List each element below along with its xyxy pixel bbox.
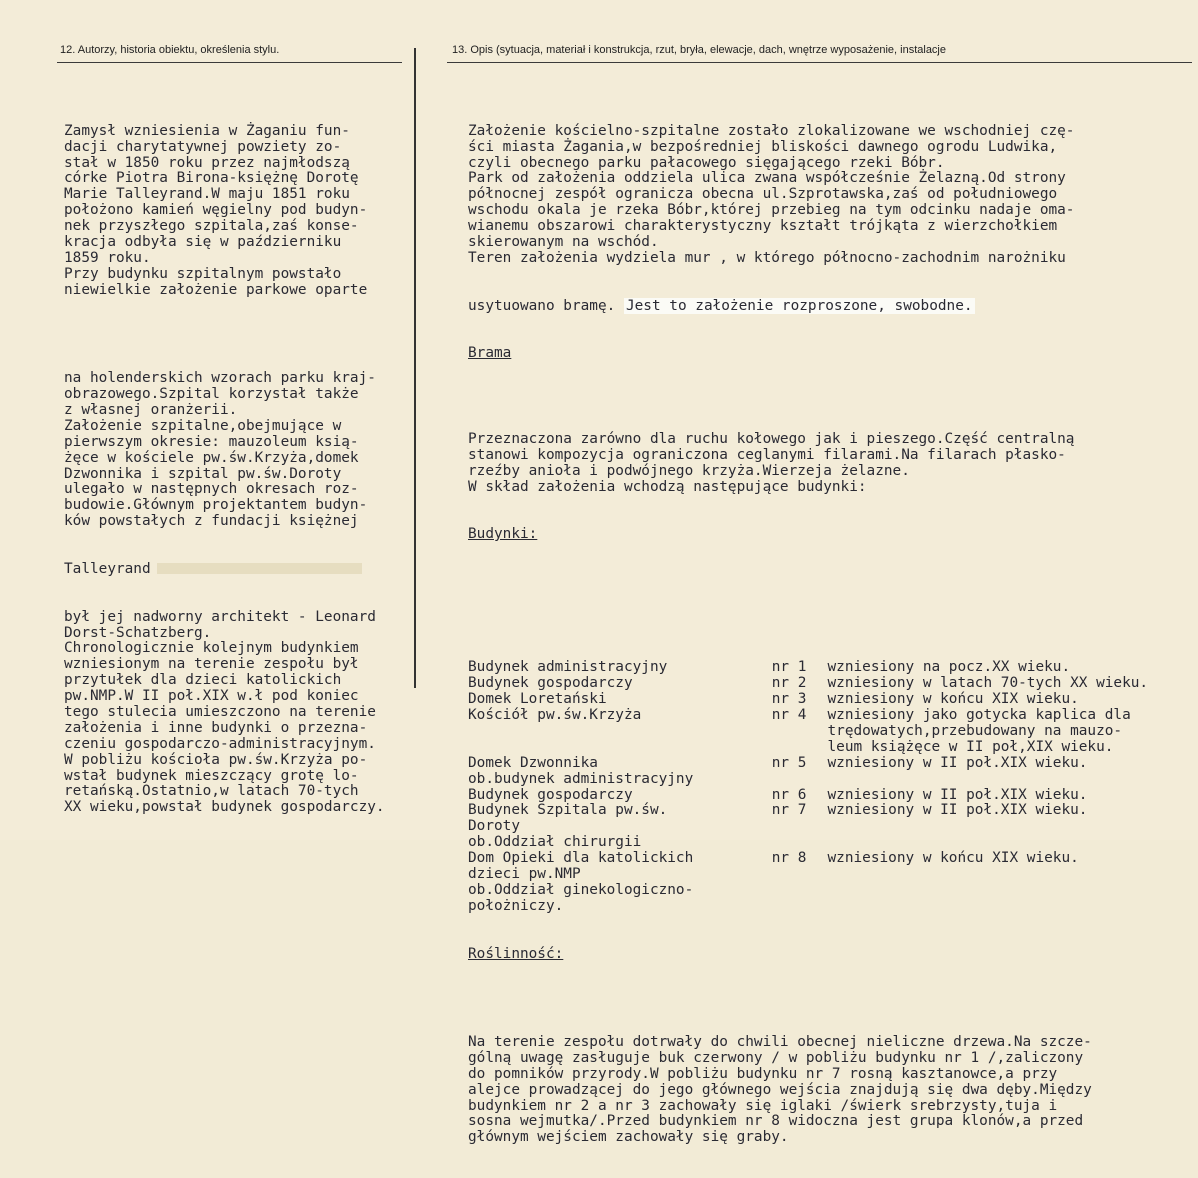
building-name [468, 740, 772, 756]
text-line: wzniesionym na terenie zespołu był [64, 656, 359, 673]
text-line: Chronologicznie kolejnym budynkiem [64, 640, 359, 657]
building-name: Kościół pw.św.Krzyża [468, 707, 642, 724]
history-text-part-1 [64, 124, 424, 299]
text-line: do pomników przyrody.W pobliżu budynku nr 7 rosną kasztanowce,a przy [468, 1065, 1058, 1082]
building-number: nr 3 [771, 691, 807, 708]
building-number [772, 772, 828, 788]
buildings-list [468, 660, 1196, 914]
text-line: Marie Talleyrand.W maju 1851 roku [64, 186, 350, 203]
building-description [828, 899, 1196, 915]
history-text-part-3 [64, 610, 424, 817]
text-line: nek przyszłego szpitala,zaś konse- [64, 218, 359, 235]
text-line: obrazowego.Szpital korzystał także [64, 386, 359, 403]
building-number: nr 2 [771, 675, 807, 692]
building-description [828, 819, 1196, 835]
text-line: wstał budynek mieszczący grotę lo- [64, 767, 359, 784]
text-line: retańską.Ostatnio,w latach 70-tych [64, 783, 359, 800]
gate-location-line: usytuowano bramę. Jest to założenie rozproszone, swobodne. [468, 297, 973, 314]
building-name: ob.Oddział chirurgii [468, 834, 642, 851]
text-line: ści miasta Żagania,w bezpośredniej bliskości dawnego ogrodu Ludwika, [468, 138, 1058, 155]
text-line: głównym wejściem zachowały się graby. [468, 1129, 789, 1146]
building-number [772, 724, 828, 740]
building-row [468, 660, 1196, 676]
building-number: nr 8 [771, 850, 807, 867]
building-description: wzniesiony jako gotycka kaplica dla [827, 707, 1131, 724]
building-row [468, 708, 1196, 724]
building-description: trędowatych,przebudowany na mauzo- [827, 723, 1123, 740]
text-line: kracja odbyła się w październiku [64, 234, 342, 251]
text-line: stał w 1850 roku przez najmłodszą [64, 154, 350, 171]
building-description [828, 883, 1196, 899]
text-line: Dzwonnika i szpital pw.św.Doroty [64, 465, 342, 482]
text-line: Założenie szpitalne,obejmujące w [64, 417, 342, 434]
building-number: nr 6 [771, 786, 807, 803]
history-column [64, 92, 424, 848]
building-description [828, 835, 1196, 851]
right-header-rule [447, 62, 1192, 63]
building-row [468, 756, 1196, 772]
text-line: Teren założenia wydziela mur , w którego północno-zachodnim narożniku [468, 249, 1066, 266]
text-line: pierwszym okresie: mauzoleum ksią- [64, 433, 359, 450]
text-line: czeniu gospodarczo-administracyjnym. [64, 735, 376, 752]
building-description: leum książęce w II poł,XIX wieku. [827, 738, 1114, 755]
text-line: pw.NMP.W II poł.XIX w.ł pod koniec [64, 688, 359, 705]
building-description [828, 772, 1196, 788]
text-line: czyli obecnego parku pałacowego sięgającego rzeki Bóbr. [468, 154, 945, 171]
building-name: Budynek Szpitala pw.św. [468, 802, 668, 819]
text-line: ulegało w następnych okresach roz- [64, 481, 359, 498]
history-redacted-line: Talleyrand [64, 562, 424, 578]
text-line: budowie.Głównym projektantem budyn- [64, 497, 368, 514]
text-line: Dorst-Schatzberg. [64, 624, 212, 641]
building-number [772, 899, 828, 915]
building-name: ob.Oddział ginekologiczno- [468, 881, 694, 898]
building-description [828, 867, 1196, 883]
text-line: Park od założenia oddziela ulica zwana współcześnie Żelazną.Od strony [468, 170, 1066, 187]
building-name: położniczy. [468, 897, 564, 914]
text-line: gólną uwagę zasługuje buk czerwony / w pobliżu budynku nr 1 /,zaliczony [468, 1049, 1084, 1066]
building-name: Doroty [468, 818, 520, 835]
building-description: wzniesiony w latach 70-tych XX wieku. [827, 675, 1149, 692]
text-line: Zamysł wzniesienia w Żaganiu fun- [64, 122, 350, 139]
text-line: W skład założenia wchodzą następujące budynki: [468, 478, 867, 495]
text-line: dacji charytatywnej powziety zo- [64, 138, 342, 155]
building-number: nr 1 [771, 659, 807, 676]
text-line: Przeznaczona zarówno dla ruchu kołowego jak i pieszego.Część centralną [468, 430, 1075, 447]
building-number: nr 5 [771, 754, 807, 771]
building-row [468, 883, 1196, 899]
building-row [468, 740, 1196, 756]
text-line: był jej nadworny architekt - Leonard [64, 608, 376, 625]
gate-heading: Brama [468, 345, 512, 362]
vegetation-text [468, 1035, 1196, 1146]
text-line: z własnej oranżerii. [64, 402, 238, 419]
text-line: na holenderskich wzorach parku kraj- [64, 370, 376, 387]
building-name: Domek Dzwonnika [468, 754, 598, 771]
text-line: W pobliżu kościoła pw.św.Krzyża po- [64, 751, 368, 768]
text-line: Przy budynku szpitalnym powstało [64, 265, 342, 282]
building-row [468, 835, 1196, 851]
building-name: dzieci pw.NMP [468, 866, 581, 883]
building-name: Dom Opieki dla katolickich [468, 850, 694, 867]
building-row [468, 867, 1196, 883]
building-name: Budynek gospodarczy [468, 675, 633, 692]
text-line: przytułek dla dzieci katolickich [64, 672, 342, 689]
building-description: wzniesiony na pocz.XX wieku. [827, 659, 1071, 676]
text-line: rzeźby anioła i podwójnego krzyża.Wierzeja żelazne. [468, 462, 910, 479]
building-number [772, 835, 828, 851]
building-row [468, 676, 1196, 692]
text-line: niewielkie założenie parkowe oparte [64, 281, 368, 298]
text-line: założenia i inne budynki o przezna- [64, 719, 368, 736]
text-line: XX wieku,powstał budynek gospodarczy. [64, 799, 385, 816]
building-description: wzniesiony w końcu XIX wieku. [827, 691, 1079, 708]
building-name: Budynek administracyjny [468, 659, 668, 676]
building-row [468, 724, 1196, 740]
text-line: budynkiem nr 2 a nr 3 zachowały się iglaki /świerk srebrzysty,tuja i [468, 1097, 1058, 1114]
building-row [468, 899, 1196, 915]
building-name: ob.budynek administracyjny [468, 770, 694, 787]
left-header-rule [57, 62, 402, 63]
building-number [772, 819, 828, 835]
building-number: nr 7 [771, 802, 807, 819]
building-row [468, 772, 1196, 788]
building-number: nr 4 [771, 707, 807, 724]
history-text-part-2 [64, 371, 424, 530]
left-column-header: 12. Autorzy, historia obiektu, określenia stylu. [60, 44, 280, 56]
text-line: wianemu obszarowi charakterystyczny kształt trójkąta z wierzchołkiem [468, 218, 1058, 235]
description-column [468, 92, 1196, 1178]
building-description: wzniesiony w II poł.XIX wieku. [827, 754, 1088, 771]
building-number [772, 883, 828, 899]
redaction-patch [157, 563, 362, 574]
text-line: alejce prowadzącej do jego głównego wejścia znajdują się dwa dęby.Między [468, 1081, 1092, 1098]
text-line: Założenie kościelno-szpitalne zostało zlokalizowane we wschodniej czę- [468, 122, 1075, 139]
buildings-heading: Budynki: [468, 526, 538, 543]
building-number [772, 740, 828, 756]
text-line: Na terenie zespołu dotrwały do chwili obecnej nieliczne drzewa.Na szcze- [468, 1034, 1092, 1051]
text-line: córke Piotra Birona-księżnę Dorotę [64, 170, 359, 187]
highlighted-note: Jest to założenie rozproszone, swobodne. [625, 297, 973, 314]
building-description: wzniesiony w końcu XIX wieku. [827, 850, 1079, 867]
text-line: ków powstałych z fundacji księżnej [64, 513, 359, 530]
building-number [772, 867, 828, 883]
vegetation-heading: Roślinność: [468, 945, 564, 962]
gate-description [468, 432, 1196, 496]
text-line: skierowanym na wschód. [468, 234, 659, 251]
text-line: tego stulecia umieszczono na terenie [64, 704, 376, 720]
building-description: wzniesiony w II poł.XIX wieku. [827, 786, 1088, 803]
building-row [468, 692, 1196, 708]
building-description: wzniesiony w II poł.XIX wieku. [827, 802, 1088, 819]
building-row [468, 788, 1196, 804]
right-column-header: 13. Opis (sytuacja, materiał i konstrukcja, rzut, bryła, elewacje, dach, wnętrze wyposażenie, instalacje [452, 44, 946, 56]
building-name: Domek Loretański [468, 691, 607, 708]
text-line: północnej zespół ogranicza obecna ul.Szprotawska,zaś od południowego [468, 186, 1058, 203]
text-line: żęce w kościele pw.św.Krzyża,domek [64, 449, 359, 466]
building-name: Budynek gospodarczy [468, 786, 633, 803]
building-row [468, 851, 1196, 867]
text-line: położono kamień węgielny pod budyn- [64, 202, 368, 219]
building-name [468, 724, 772, 740]
building-row [468, 819, 1196, 835]
text-line: wschodu okala je rzeka Bóbr,której przebieg na tym odcinku nadaje oma- [468, 202, 1075, 219]
location-text [468, 124, 1196, 267]
text-line: 1859 roku. [64, 249, 151, 266]
text-line: sosna wejmutka/.Przed budynkiem nr 8 widoczna jest grupa klonów,a przed [468, 1113, 1084, 1130]
building-row [468, 803, 1196, 819]
text-line: stanowi kompozycja ograniczona ceglanymi filarami.Na filarach płasko- [468, 446, 1066, 463]
